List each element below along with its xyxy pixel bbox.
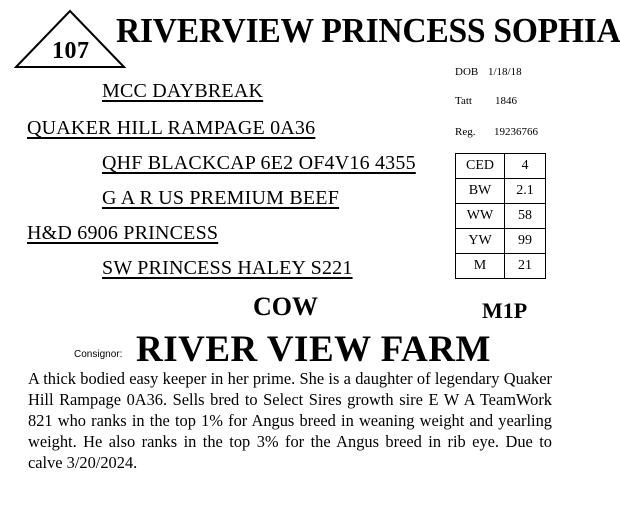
epd-trait: YW	[456, 229, 505, 254]
animal-sex: COW	[253, 292, 318, 321]
pedigree-sire-sire: MCC DAYBREAK	[102, 80, 264, 102]
epd-value: 58	[505, 204, 546, 229]
dob-label: DOB	[455, 66, 479, 78]
epd-value: 21	[505, 254, 546, 279]
animal-code: M1P	[482, 298, 528, 323]
pedigree-dam: H&D 6906 PRINCESS	[27, 222, 219, 244]
consignor-label: Consignor:	[74, 349, 123, 360]
epd-trait: WW	[456, 204, 505, 229]
epd-trait: M	[456, 254, 505, 279]
registration-value: 19236766	[494, 126, 538, 138]
epd-trait: CED	[456, 154, 505, 179]
epd-value: 4	[505, 154, 546, 179]
pedigree-dam-dam: SW PRINCESS HALEY S221	[102, 257, 353, 279]
registration-label: Reg.	[455, 126, 476, 138]
epd-row	[456, 179, 546, 204]
epd-value: 2.1	[505, 179, 546, 204]
dob-value: 1/18/18	[488, 66, 522, 78]
pedigree-sire-dam: QHF BLACKCAP 6E2 OF4V16 4355	[102, 152, 416, 174]
epd-table	[455, 153, 546, 279]
epd-row	[456, 229, 546, 254]
pedigree-sire: QUAKER HILL RAMPAGE 0A36	[27, 117, 316, 139]
epd-row	[456, 254, 546, 279]
epd-value: 99	[505, 229, 546, 254]
epd-row	[456, 204, 546, 229]
lot-description: A thick bodied easy keeper in her prime. She is a daughter of legendary Quaker Hill Rampage 0A36. Sells bred to Select Sires growth sire E W A TeamWork 821 who ranks in the top 1% for Angus breed in weaning weight and yearling weight. He also ranks in the top 3% for the Angus breed in rib eye. Due to calve 3/20/2024.	[28, 369, 552, 472]
tattoo-value: 1846	[495, 95, 517, 107]
epd-trait: BW	[456, 179, 505, 204]
pedigree-dam-sire: G A R US PREMIUM BEEF	[102, 187, 340, 209]
consignor-name: RIVER VIEW FARM	[136, 329, 491, 370]
lot-number: 107	[52, 38, 90, 64]
animal-name: RIVERVIEW PRINCESS SOPHIA	[116, 11, 620, 50]
tattoo-label: Tatt	[455, 95, 472, 107]
epd-row	[456, 154, 546, 179]
